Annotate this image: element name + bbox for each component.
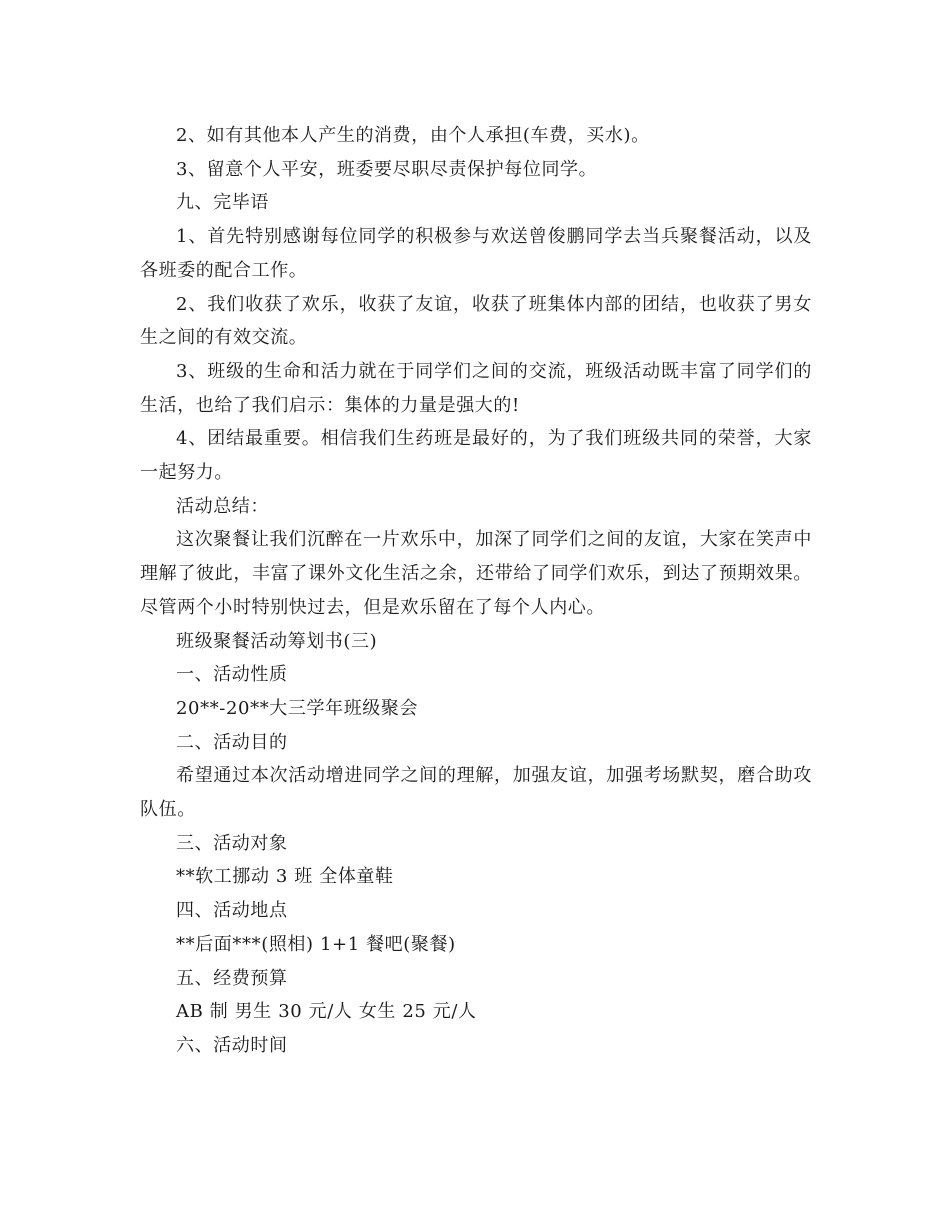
paragraph-line: 生活，也给了我们启示：集体的力量是强大的!	[140, 394, 520, 416]
paragraph-line: 三、活动对象	[176, 832, 288, 854]
paragraph-line: 2、如有其他本人产生的消费，由个人承担(车费，买水)。	[176, 125, 650, 146]
paragraph-line: 尽管两个小时特别快过去，但是欢乐留在了每个人内心。	[140, 596, 605, 618]
paragraph-line: 五、经费预算	[176, 967, 288, 989]
paragraph-line: 3、留意个人平安，班委要尽职尽责保护每位同学。	[176, 158, 598, 180]
paragraph-line: 2、我们收获了欢乐，收获了友谊，收获了班集体内部的团结，也收获了男女	[176, 293, 812, 315]
paragraph-line: 这次聚餐让我们沉醉在一片欢乐中，加深了同学们之间的友谊，大家在笑声中	[176, 529, 812, 551]
paragraph-line: 班级聚餐活动筹划书(三)	[176, 630, 378, 652]
paragraph-line: 生之间的有效交流。	[140, 327, 308, 349]
paragraph-line: **软工挪动 3 班 全体童鞋	[176, 866, 394, 888]
paragraph-line: 二、活动目的	[176, 731, 288, 753]
paragraph-line: 四、活动地点	[176, 900, 288, 922]
paragraph-line: 理解了彼此，丰富了课外文化生活之余，还带给了同学们欢乐，到达了预期效果。	[140, 563, 812, 585]
paragraph-line: 队伍。	[140, 799, 196, 821]
document-page	[140, 119, 812, 1063]
paragraph-line: 六、活动时间	[176, 1034, 288, 1056]
paragraph-line: 各班委的配合工作。	[140, 259, 308, 281]
paragraph-line: 20**-20**大三学年班级聚会	[176, 697, 419, 719]
paragraph-line: 4、团结最重要。相信我们生药班是最好的，为了我们班级共同的荣誉，大家	[176, 428, 812, 450]
paragraph-line: 九、完毕语	[176, 192, 269, 214]
paragraph-line: AB 制 男生 30 元/人 女生 25 元/人	[176, 1001, 477, 1023]
paragraph-line: 活动总结：	[176, 495, 269, 517]
paragraph-line: 一起努力。	[140, 462, 233, 484]
paragraph-line: 一、活动性质	[176, 664, 288, 686]
paragraph-line: 1、首先特别感谢每位同学的积极参与欢送曾俊鹏同学去当兵聚餐活动，以及	[176, 226, 812, 248]
paragraph-line: 3、班级的生命和活力就在于同学们之间的交流，班级活动既丰富了同学们的	[176, 360, 812, 382]
paragraph-line: 希望通过本次活动增进同学之间的理解，加强友谊，加强考场默契，磨合助攻	[176, 765, 812, 787]
paragraph-line: **后面***(照相) 1+1 餐吧(聚餐)	[176, 933, 456, 955]
